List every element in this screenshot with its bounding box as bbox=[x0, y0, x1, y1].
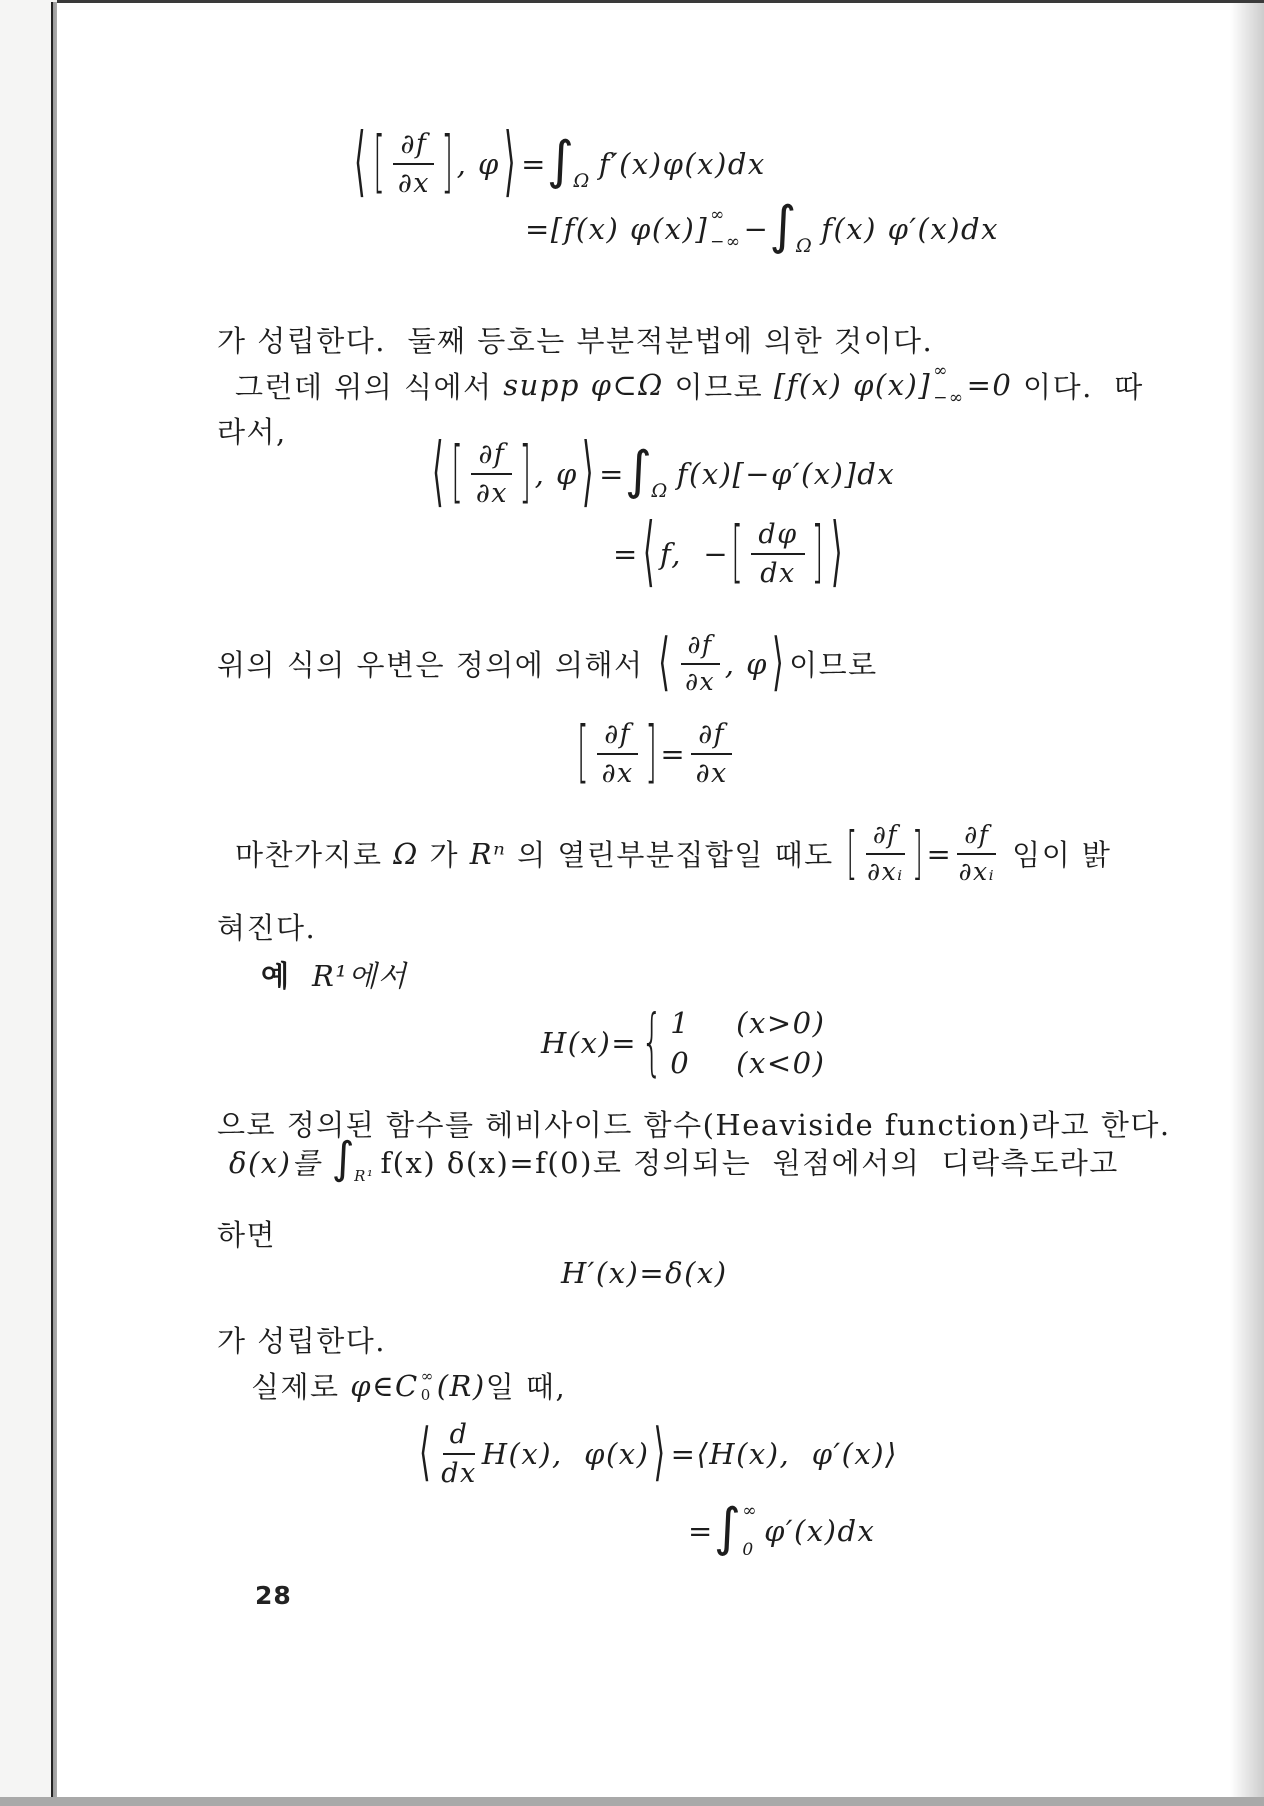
math-token: =⟨H(x), φ′(x)⟩ bbox=[670, 1437, 898, 1472]
fraction-df-dx bbox=[597, 719, 638, 789]
minus-sign: − bbox=[743, 212, 770, 247]
paragraph-text: 임이 밝 bbox=[1001, 838, 1112, 873]
paragraph-text: 이므로 bbox=[663, 369, 774, 404]
sub-superscript-stack bbox=[420, 1366, 435, 1404]
paragraph-text: 라서, bbox=[217, 415, 287, 449]
square-bracket-close: ] bbox=[441, 123, 455, 203]
math-token: [f(x) φ(x)] bbox=[773, 368, 932, 402]
math-token: (R) bbox=[436, 1368, 486, 1403]
angle-bracket-close: ⟩ bbox=[771, 625, 786, 700]
fraction-denominator: ∂x bbox=[397, 168, 431, 200]
paragraph-text: 가 성립한다. bbox=[217, 1324, 387, 1358]
paragraph-supp-line-2 bbox=[217, 410, 287, 451]
fraction-numerator: ∂f bbox=[471, 439, 512, 475]
paragraph-text: 가 bbox=[418, 838, 470, 873]
fraction-df-dxi bbox=[866, 821, 905, 887]
math-token: f(x)[−φ′(x)]dx bbox=[676, 457, 896, 492]
page-right-shade bbox=[1230, 3, 1264, 1797]
equation-h-prime bbox=[561, 1256, 728, 1290]
equation-3 bbox=[575, 713, 737, 793]
fraction-denominator: dx bbox=[441, 1458, 477, 1490]
fraction-denominator: ∂x bbox=[475, 478, 509, 510]
limit-superscript: ∞ bbox=[420, 1366, 435, 1385]
angle-bracket-close: ⟩ bbox=[503, 118, 518, 208]
equation-2-line-2 bbox=[613, 508, 848, 598]
angle-bracket-open: ⟨ bbox=[642, 508, 657, 598]
paragraph-text: 이므로 bbox=[789, 648, 878, 683]
square-bracket-open: [ bbox=[577, 713, 591, 793]
integral-sign: ∫ bbox=[331, 1132, 357, 1184]
limit-superscript: ∞ bbox=[710, 205, 726, 226]
case-condition: (x<0) bbox=[736, 1046, 826, 1080]
fraction-df-dx bbox=[471, 439, 512, 509]
paragraph-text: 실제로 bbox=[251, 1370, 351, 1404]
fraction-numerator: ∂f bbox=[681, 631, 720, 665]
math-token: f, − bbox=[660, 537, 730, 572]
paragraph-heaviside-name bbox=[217, 1103, 1171, 1144]
integral-sign: ∫ bbox=[624, 440, 654, 501]
math-token: φ′(x)dx bbox=[764, 1514, 876, 1548]
paragraph-text: 그런데 위의 식에서 bbox=[235, 369, 504, 404]
paragraph-dirac-line-2 bbox=[217, 1213, 276, 1254]
math-token: f(x) φ′(x)dx bbox=[821, 212, 999, 247]
paragraph-text: 마찬가지로 bbox=[235, 838, 394, 873]
fraction-denominator: dx bbox=[760, 558, 796, 590]
fraction-df-dxi bbox=[957, 821, 996, 887]
paragraph-text: 의 열린부분집합일 때도 bbox=[506, 838, 845, 873]
fraction-denominator: ∂xᵢ bbox=[867, 856, 904, 886]
fraction-numerator: dφ bbox=[751, 519, 804, 555]
limit-superscript: ∞ bbox=[933, 361, 949, 381]
integral-sign: ∫ bbox=[546, 130, 576, 191]
math-token: H(x)= bbox=[541, 1026, 638, 1060]
equation-1-line-2 bbox=[525, 196, 999, 258]
math-token: =[f(x) φ(x)] bbox=[525, 212, 709, 247]
paragraph-supp-line-1 bbox=[235, 363, 1144, 407]
angle-bracket-close: ⟩ bbox=[581, 428, 596, 518]
math-token: supp φ⊂Ω bbox=[503, 368, 664, 402]
paragraph-text: 으로 정의된 함수를 헤비사이드 함수(Heaviside function)라고 한다. bbox=[217, 1108, 1171, 1142]
fraction-numerator: ∂f bbox=[393, 129, 434, 165]
case-value: 1 bbox=[670, 1006, 691, 1040]
equation-2-line-1 bbox=[428, 428, 896, 518]
math-token: , φ bbox=[724, 646, 768, 681]
case-rows bbox=[670, 1006, 825, 1080]
limit-subscript: −∞ bbox=[933, 388, 965, 408]
square-bracket-close: ] bbox=[912, 818, 925, 887]
integral-subscript: Ω bbox=[795, 235, 814, 258]
square-bracket-close: ] bbox=[519, 433, 533, 513]
evaluation-limits bbox=[933, 363, 964, 407]
integral-subscript: R¹ bbox=[354, 1166, 375, 1185]
fraction-dphi-dx bbox=[751, 519, 804, 589]
paragraph-text: 일 때, bbox=[485, 1370, 567, 1404]
scan-bottom-edge bbox=[0, 1797, 1264, 1806]
paragraph-likewise-line-2 bbox=[217, 906, 316, 947]
fraction-denominator: ∂x bbox=[601, 758, 634, 790]
fraction-d-dx bbox=[441, 1419, 477, 1489]
equation-1-line-1 bbox=[350, 118, 766, 208]
paragraph-rhs-definition bbox=[217, 625, 878, 700]
math-token: Rⁿ bbox=[469, 836, 507, 871]
equals-sign: = bbox=[613, 537, 639, 572]
fraction-denominator: ∂x bbox=[695, 758, 728, 790]
math-token: , φ bbox=[534, 457, 578, 492]
angle-bracket-open: ⟨ bbox=[658, 625, 672, 700]
angle-bracket-open: ⟨ bbox=[419, 1416, 433, 1490]
fraction-df-dx bbox=[393, 129, 434, 199]
square-bracket-open: [ bbox=[373, 123, 387, 203]
equals-sign: = bbox=[660, 737, 687, 772]
math-token: H(x), φ(x) bbox=[481, 1437, 650, 1472]
integral-sign: ∫ bbox=[769, 196, 798, 256]
angle-bracket-open: ⟨ bbox=[432, 428, 446, 518]
equation-pairing-line-1 bbox=[415, 1416, 898, 1490]
paragraph-holds-2 bbox=[217, 1319, 386, 1360]
square-bracket-close: ] bbox=[645, 713, 659, 793]
equation-heaviside-definition bbox=[541, 1000, 826, 1086]
paragraph-text: 위의 식의 우변은 정의에 의해서 bbox=[217, 648, 655, 683]
paragraph-likewise-line-1 bbox=[235, 818, 1112, 887]
fraction-df-dx bbox=[681, 631, 720, 697]
fraction-numerator: ∂f bbox=[866, 821, 905, 855]
angle-bracket-close: ⟩ bbox=[830, 508, 845, 598]
equation-pairing-line-2 bbox=[688, 1497, 876, 1560]
square-bracket-open: [ bbox=[451, 433, 465, 513]
case-row bbox=[670, 1006, 825, 1040]
integral-subscript: Ω bbox=[651, 480, 669, 503]
evaluation-limits bbox=[710, 207, 741, 251]
paragraph-actually bbox=[251, 1365, 566, 1406]
math-token: f′(x)φ(x)dx bbox=[598, 147, 766, 182]
example-heading bbox=[261, 954, 407, 995]
case-condition: (x>0) bbox=[736, 1006, 826, 1040]
case-value: 0 bbox=[670, 1046, 691, 1080]
limit-superscript: ∞ bbox=[742, 1501, 759, 1521]
angle-bracket-open: ⟨ bbox=[354, 118, 368, 208]
book-page bbox=[57, 0, 1264, 1797]
math-token: , φ bbox=[456, 147, 500, 182]
square-bracket-open: [ bbox=[846, 818, 859, 887]
example-label: 예 bbox=[261, 959, 291, 993]
equals-sign: = bbox=[599, 457, 625, 492]
limit-subscript: 0 bbox=[742, 1540, 755, 1560]
math-token: R¹에서 bbox=[290, 959, 408, 993]
angle-bracket-close: ⟩ bbox=[653, 1416, 667, 1490]
fraction-df-dx bbox=[691, 719, 732, 789]
paragraph-text: 하면 bbox=[217, 1218, 277, 1252]
math-token: δ(x)를 bbox=[229, 1146, 332, 1180]
integral-subscript: Ω bbox=[573, 170, 591, 193]
math-token: Ω bbox=[393, 836, 419, 871]
page-number: 28 bbox=[255, 1581, 292, 1610]
fraction-denominator: ∂x bbox=[685, 666, 716, 696]
integral-limits bbox=[742, 1503, 758, 1559]
fraction-numerator: ∂f bbox=[957, 821, 996, 855]
fraction-denominator: ∂xᵢ bbox=[958, 856, 996, 886]
math-token: H′(x)=δ(x) bbox=[561, 1256, 728, 1290]
integral-sign: ∫ bbox=[713, 1497, 743, 1558]
paragraph-text: 가 성립한다. 둘째 등호는 부분적분법에 의한 것이다. bbox=[217, 324, 934, 358]
fraction-numerator: ∂f bbox=[691, 719, 732, 755]
equals-sign: = bbox=[688, 1514, 714, 1548]
paragraph-holds bbox=[217, 319, 933, 360]
equals-sign: = bbox=[521, 147, 547, 182]
fraction-numerator: d bbox=[443, 1419, 476, 1455]
paragraph-dirac-line-1 bbox=[229, 1132, 1119, 1185]
limit-subscript: 0 bbox=[420, 1385, 432, 1404]
limit-subscript: −∞ bbox=[710, 232, 742, 253]
case-row bbox=[670, 1046, 825, 1080]
case-brace: { bbox=[641, 1000, 665, 1086]
math-token: φ∈C bbox=[350, 1368, 419, 1403]
paragraph-text: 혀진다. bbox=[217, 911, 317, 945]
paragraph-text: f(x) δ(x)=f(0)로 정의되는 원점에서의 디락측도라고 bbox=[380, 1146, 1119, 1180]
math-token: =0 bbox=[966, 368, 1013, 402]
square-bracket-open: [ bbox=[731, 513, 745, 593]
fraction-numerator: ∂f bbox=[597, 719, 638, 755]
equals-sign: = bbox=[926, 836, 953, 871]
square-bracket-close: ] bbox=[811, 513, 825, 593]
paragraph-text: 이다. 따 bbox=[1012, 369, 1144, 404]
